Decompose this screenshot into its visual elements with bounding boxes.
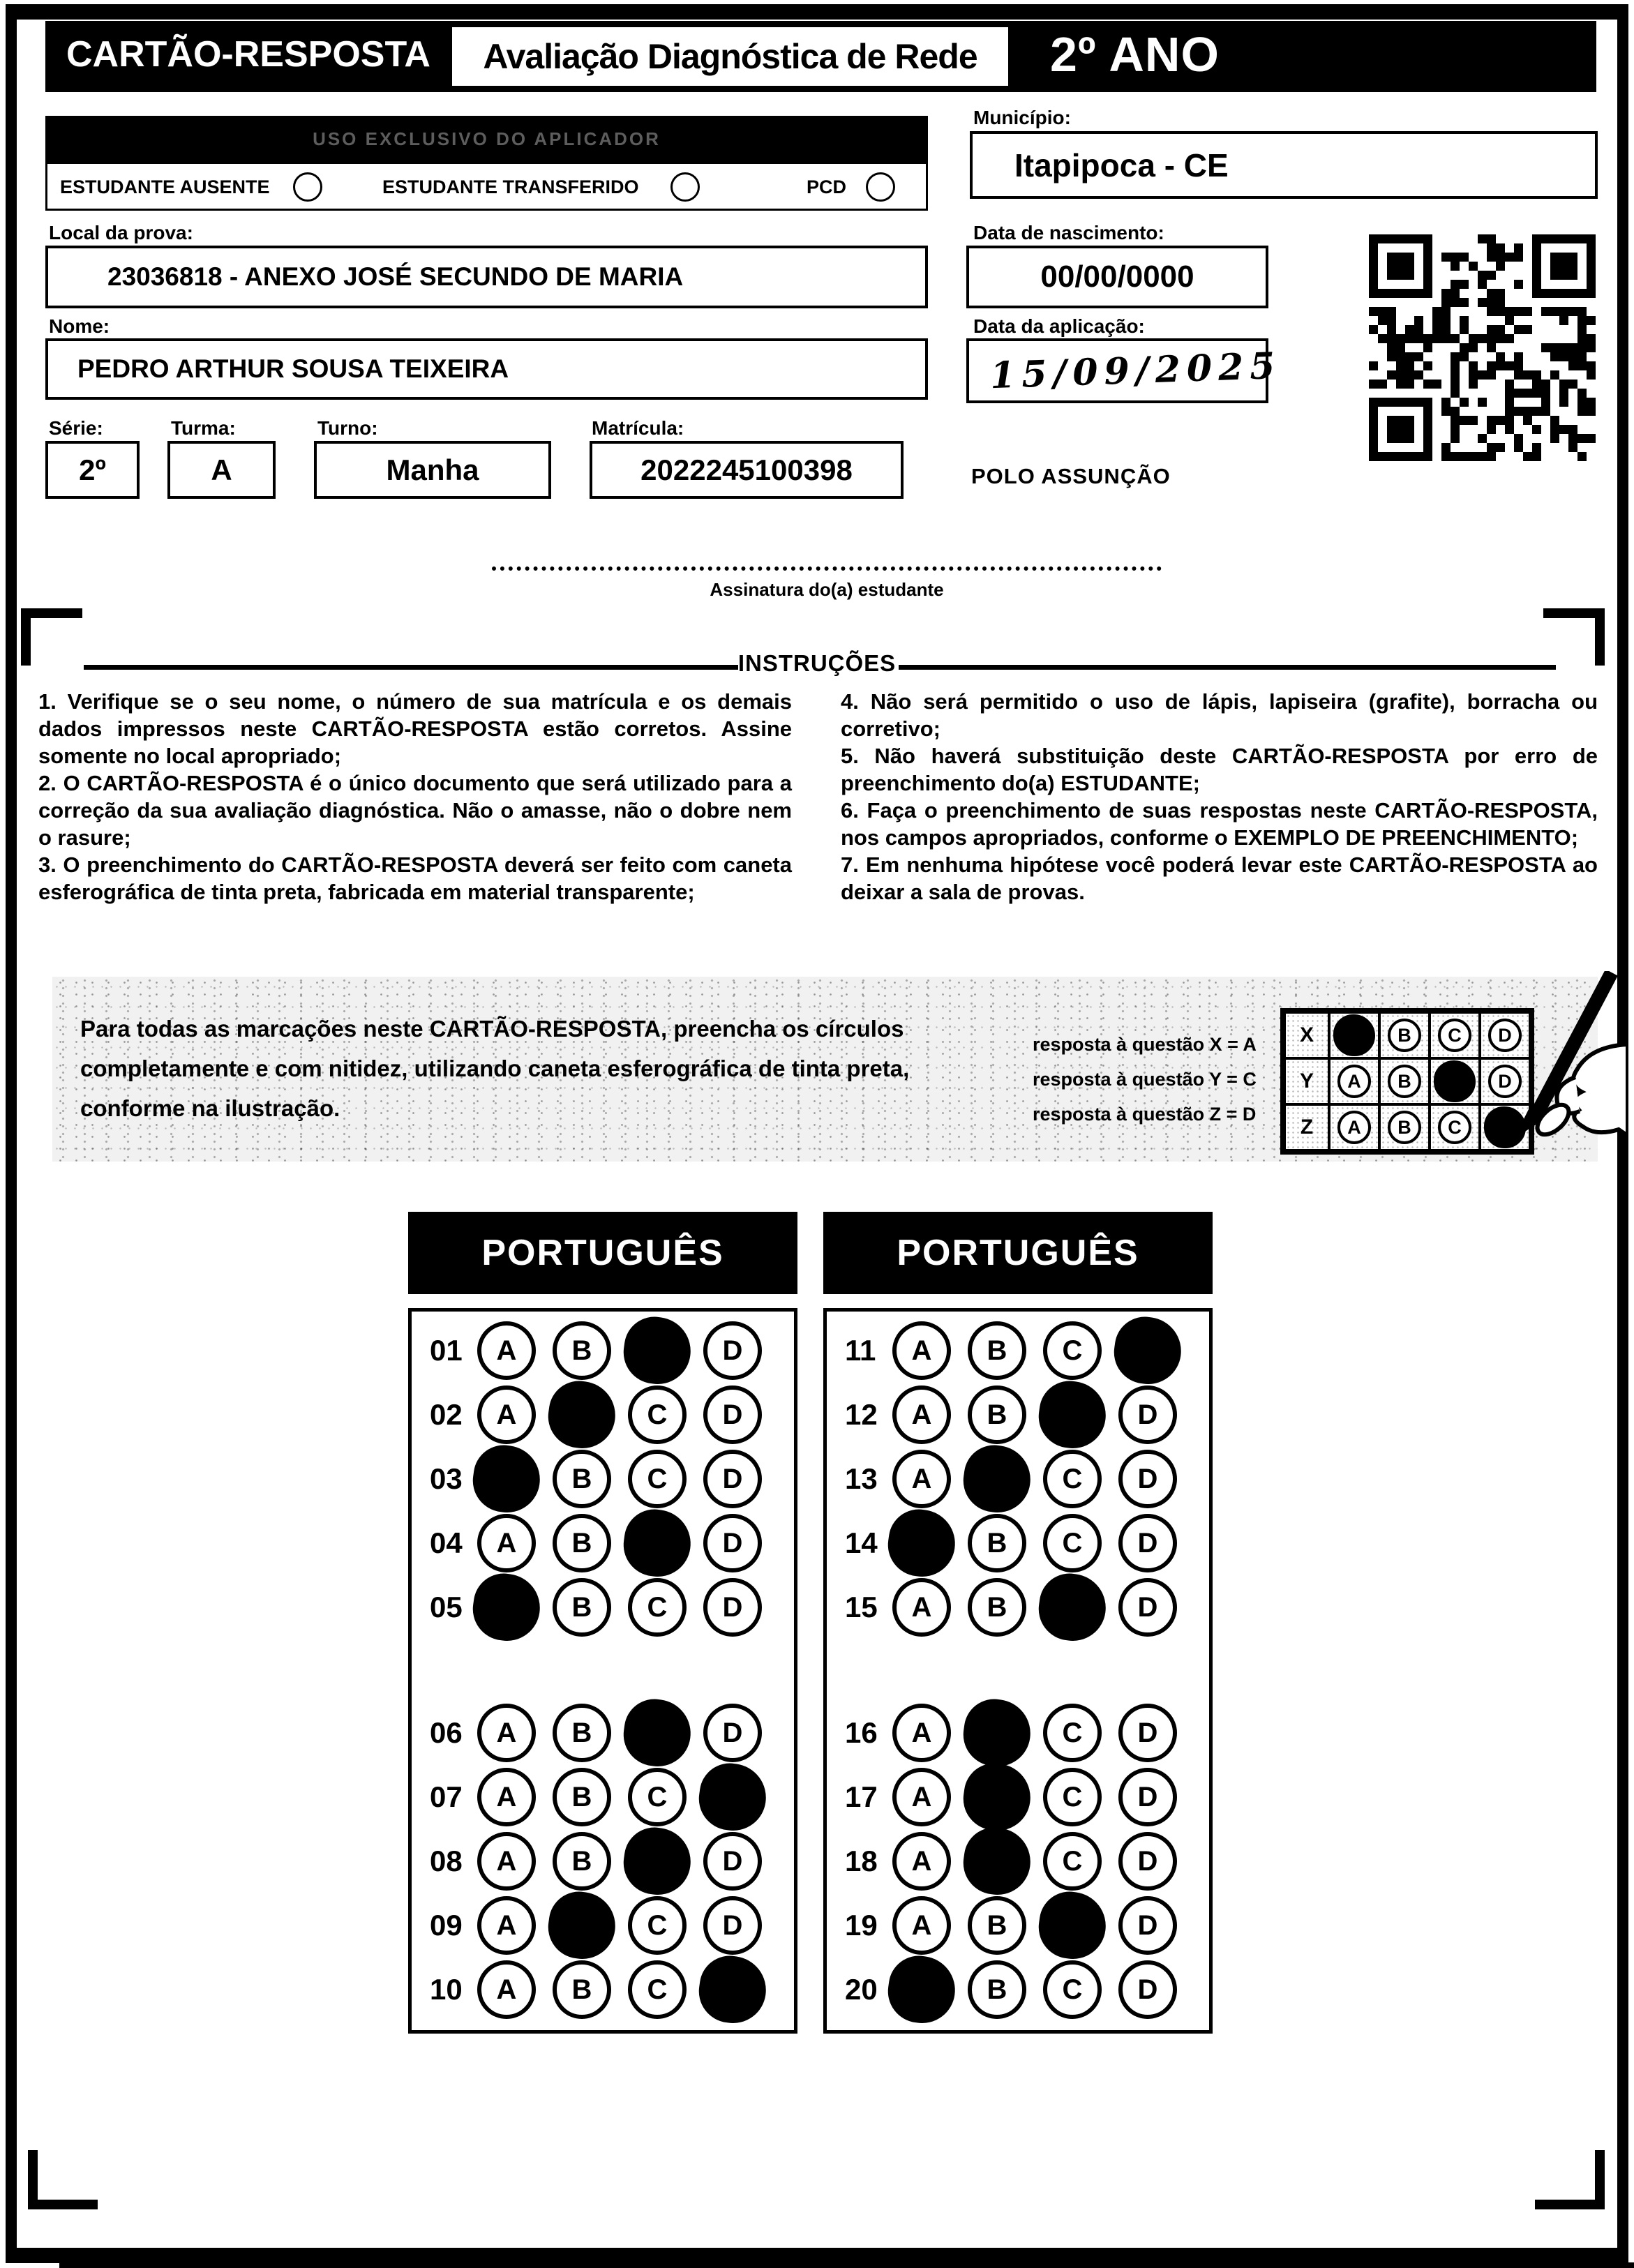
bubble-02-B-marked[interactable] [544, 1377, 620, 1452]
bubble-07-B[interactable]: B [553, 1768, 611, 1826]
bubble-19-C-marked[interactable] [1035, 1888, 1110, 1963]
answer-group-gap [412, 1639, 794, 1701]
answer-row-14 [827, 1511, 1209, 1575]
status-label-ausente: ESTUDANTE AUSENTE [60, 177, 270, 197]
aplicacao-label: Data da aplicação: [973, 315, 1145, 337]
example-bubble-Z-C: C [1438, 1111, 1471, 1144]
bubble-17-C[interactable]: C [1043, 1768, 1102, 1826]
bubble-12-A[interactable]: A [892, 1385, 951, 1444]
turma-value: A [211, 453, 232, 486]
bubble-04-B[interactable]: B [553, 1514, 611, 1572]
assessment-title-box [450, 25, 1010, 88]
matricula-value-box [590, 441, 904, 499]
instruction-item: 6. Faça o preenchimento de suas respostas neste CARTÃO-RESPOSTA, nos campos apropriados, conforme o EXEMPLO DE PREENCHIMENTO; [841, 798, 1598, 850]
bubble-09-A[interactable]: A [477, 1896, 536, 1955]
example-row-label: Z [1284, 1104, 1329, 1150]
bubble-05-C[interactable]: C [628, 1578, 687, 1637]
bubble-15-C-marked[interactable] [1035, 1570, 1110, 1645]
bubble-01-D[interactable]: D [703, 1321, 762, 1380]
municipio-value: Itapipoca - CE [1014, 147, 1229, 183]
bubble-04-D[interactable]: D [703, 1514, 762, 1572]
bubble-20-D[interactable]: D [1118, 1960, 1177, 2019]
answer-row-15 [827, 1575, 1209, 1639]
municipio-label: Município: [973, 107, 1071, 128]
bubble-06-A[interactable]: A [477, 1704, 536, 1762]
answer-row-08 [412, 1829, 794, 1893]
question-number: 14 [845, 1526, 878, 1559]
fill-example-captions [1033, 1027, 1257, 1132]
example-bubble-Z-A: A [1337, 1111, 1371, 1144]
instruction-item: 3. O preenchimento do CARTÃO-RESPOSTA deverá ser feito com caneta esferográfica de tinta preta, fabricada em material transparente; [38, 853, 792, 904]
bubble-08-D[interactable]: D [703, 1832, 762, 1891]
question-number: 05 [430, 1591, 463, 1623]
instructions-column-left [38, 688, 792, 906]
bubble-14-B[interactable]: B [968, 1514, 1026, 1572]
bubble-20-B[interactable]: B [968, 1960, 1026, 2019]
bubble-06-D[interactable]: D [703, 1704, 762, 1762]
example-bubble-X-A-marked [1333, 1014, 1375, 1056]
bubble-01-C-marked[interactable] [620, 1313, 695, 1388]
page-border-top [6, 4, 1628, 20]
bubble-16-C[interactable]: C [1043, 1704, 1102, 1762]
bubble-08-A[interactable]: A [477, 1832, 536, 1891]
bubble-16-B-marked[interactable] [959, 1695, 1035, 1771]
matricula-label: Matrícula: [592, 417, 684, 439]
answer-row-13 [827, 1447, 1209, 1511]
answer-row-06 [412, 1701, 794, 1765]
answer-row-01 [412, 1319, 794, 1383]
bubble-15-D[interactable]: D [1118, 1578, 1177, 1637]
bubble-03-B[interactable]: B [553, 1450, 611, 1508]
answer-row-20 [827, 1958, 1209, 2022]
bubble-20-A-marked[interactable] [884, 1952, 959, 2027]
answer-row-11 [827, 1319, 1209, 1383]
instructions-column-right [841, 688, 1598, 906]
bubble-18-C[interactable]: C [1043, 1832, 1102, 1891]
example-caption-z: resposta à questão Z = D [1033, 1104, 1257, 1125]
bubble-04-A[interactable]: A [477, 1514, 536, 1572]
grade-label: 2º ANO [1050, 27, 1220, 82]
instruction-item: 5. Não haverá substituição deste CARTÃO-RESPOSTA por erro de preenchimento do(a) ESTUDANTE; [841, 744, 1598, 795]
bubble-09-D[interactable]: D [703, 1896, 762, 1955]
card-title: CARTÃO-RESPOSTA [66, 34, 430, 75]
aplicacao-handwritten-value: 15/09/2025 [989, 344, 1282, 398]
question-number: 07 [430, 1780, 463, 1813]
instructions-rule-right [899, 665, 1556, 670]
bubble-08-B[interactable]: B [553, 1832, 611, 1891]
nascimento-value: 00/00/0000 [1040, 260, 1194, 294]
page-border-left [6, 4, 17, 2263]
bubble-04-C-marked[interactable] [620, 1505, 695, 1581]
question-number: 08 [430, 1845, 463, 1877]
turno-value: Manha [386, 453, 479, 486]
example-caption-x: resposta à questão X = A [1033, 1034, 1257, 1055]
question-number: 04 [430, 1526, 463, 1559]
serie-value-box [45, 441, 140, 499]
example-caption-y: resposta à questão Y = C [1033, 1069, 1257, 1090]
example-cell [1430, 1104, 1480, 1150]
status-circle-ausente[interactable] [293, 172, 322, 202]
bubble-13-B-marked[interactable] [959, 1441, 1035, 1517]
assessment-title: Avaliação Diagnóstica de Rede [483, 37, 977, 76]
serie-value: 2º [79, 453, 106, 486]
example-bubble-Z-B: B [1388, 1111, 1421, 1144]
turma-value-box [167, 441, 276, 499]
bubble-18-B-marked[interactable] [959, 1824, 1035, 1899]
nome-value: PEDRO ARTHUR SOUSA TEIXEIRA [77, 354, 509, 383]
subject-title: PORTUGUÊS [481, 1233, 724, 1273]
nascimento-label: Data de nascimento: [973, 222, 1164, 243]
bubble-17-D[interactable]: D [1118, 1768, 1177, 1826]
instruction-item: 1. Verifique se o seu nome, o número de sua matrícula e os demais dados impressos neste CARTÃO-RESPOSTA estão corretos. Assine somente no local apropriado; [38, 689, 792, 768]
bubble-11-D-marked[interactable] [1110, 1313, 1185, 1388]
bubble-13-D[interactable]: D [1118, 1450, 1177, 1508]
bubble-15-A[interactable]: A [892, 1578, 951, 1637]
page-border-bottom [6, 2248, 1628, 2263]
answer-row-02 [412, 1383, 794, 1447]
answer-row-04 [412, 1511, 794, 1575]
signature-caption: Assinatura do(a) estudante [710, 579, 944, 600]
subject-header-portugues-1 [408, 1212, 797, 1294]
bubble-14-D[interactable]: D [1118, 1514, 1177, 1572]
bubble-07-D-marked[interactable] [695, 1759, 770, 1835]
bubble-09-B-marked[interactable] [544, 1888, 620, 1963]
answer-row-16 [827, 1701, 1209, 1765]
example-bubble-X-D: D [1488, 1019, 1522, 1052]
bubble-18-D[interactable]: D [1118, 1832, 1177, 1891]
bubble-20-C[interactable]: C [1043, 1960, 1102, 2019]
applicator-bar [45, 116, 928, 162]
nome-value-box [45, 338, 928, 400]
bubble-02-C[interactable]: C [628, 1385, 687, 1444]
example-row-label: X [1284, 1012, 1329, 1058]
local-prova-value: 23036818 - ANEXO JOSÉ SECUNDO DE MARIA [107, 262, 684, 291]
question-number: 15 [845, 1591, 878, 1623]
registration-mark-bottom-right [1535, 2150, 1605, 2209]
bubble-11-C[interactable]: C [1043, 1321, 1102, 1380]
bubble-11-A[interactable]: A [892, 1321, 951, 1380]
instructions-title: INSTRUÇÕES [737, 650, 897, 676]
nome-label: Nome: [49, 315, 110, 337]
example-cell [1430, 1058, 1480, 1104]
bubble-12-B[interactable]: B [968, 1385, 1026, 1444]
student-status-box [45, 162, 928, 211]
bubble-17-A[interactable]: A [892, 1768, 951, 1826]
local-prova-label: Local da prova: [49, 222, 193, 243]
local-prova-value-box [45, 246, 928, 308]
bubble-01-A[interactable]: A [477, 1321, 536, 1380]
bubble-13-C[interactable]: C [1043, 1450, 1102, 1508]
municipio-value-box [970, 131, 1598, 199]
answer-row-09 [412, 1893, 794, 1958]
subject-header-portugues-2 [823, 1212, 1213, 1294]
question-number: 18 [845, 1845, 878, 1877]
fill-example-note: Para todas as marcações neste CARTÃO-RESPOSTA, preencha os círculos completamente e com nitidez, utilizando caneta esferográfica de tinta preta, conforme na ilustração. [80, 1016, 910, 1121]
bubble-19-D[interactable]: D [1118, 1896, 1177, 1955]
subject-title: PORTUGUÊS [897, 1233, 1139, 1273]
qr-code [1369, 234, 1596, 461]
answer-grid-questions-11-20 [823, 1308, 1213, 2034]
scan-edge-strip [59, 2262, 1634, 2268]
example-cell [1379, 1104, 1430, 1150]
status-circle-pcd[interactable] [866, 172, 895, 202]
example-bubble-X-C: C [1438, 1019, 1471, 1052]
answer-row-18 [827, 1829, 1209, 1893]
question-number: 03 [430, 1462, 463, 1495]
bubble-16-A[interactable]: A [892, 1704, 951, 1762]
answer-row-07 [412, 1765, 794, 1829]
instruction-item: 4. Não será permitido o uso de lápis, lapiseira (grafite), borracha ou corretivo; [841, 689, 1598, 741]
bubble-12-D[interactable]: D [1118, 1385, 1177, 1444]
bubble-02-D[interactable]: D [703, 1385, 762, 1444]
instruction-item: 7. Em nenhuma hipótese você poderá levar este CARTÃO-RESPOSTA ao deixar a sala de provas. [841, 853, 1598, 904]
applicator-bar-label: USO EXCLUSIVO DO APLICADOR [313, 128, 661, 149]
turno-value-box [314, 441, 551, 499]
answer-grid-questions-01-10 [408, 1308, 797, 2034]
bubble-01-B[interactable]: B [553, 1321, 611, 1380]
question-number: 13 [845, 1462, 878, 1495]
hand-pen-illustration [1485, 971, 1628, 1173]
aplicacao-value-box[interactable] [966, 338, 1282, 403]
bubble-07-A[interactable]: A [477, 1768, 536, 1826]
answer-row-05 [412, 1575, 794, 1639]
bubble-10-D-marked[interactable] [695, 1952, 770, 2027]
status-label-pcd: PCD [807, 177, 847, 197]
answer-row-17 [827, 1765, 1209, 1829]
example-bubble-Y-A: A [1337, 1065, 1371, 1098]
instructions-rule-left [84, 665, 738, 670]
bubble-14-A-marked[interactable] [884, 1505, 959, 1581]
example-bubble-Y-C-marked [1434, 1060, 1476, 1102]
bubble-05-D[interactable]: D [703, 1578, 762, 1637]
bubble-10-A[interactable]: A [477, 1960, 536, 2019]
example-cell [1430, 1012, 1480, 1058]
bubble-08-C-marked[interactable] [620, 1824, 695, 1899]
question-number: 06 [430, 1716, 463, 1749]
example-row-label: Y [1284, 1058, 1329, 1104]
bubble-03-C[interactable]: C [628, 1450, 687, 1508]
bubble-13-A[interactable]: A [892, 1450, 951, 1508]
example-cell [1329, 1012, 1379, 1058]
bubble-19-B[interactable]: B [968, 1896, 1026, 1955]
matricula-value: 2022245100398 [640, 453, 853, 486]
registration-mark-bottom-left [28, 2150, 98, 2209]
status-label-transferido: ESTUDANTE TRANSFERIDO [382, 177, 639, 197]
question-number: 09 [430, 1909, 463, 1942]
question-number: 01 [430, 1334, 463, 1367]
bubble-02-A[interactable]: A [477, 1385, 536, 1444]
bubble-06-B[interactable]: B [553, 1704, 611, 1762]
question-number: 17 [845, 1780, 878, 1813]
status-circle-transferido[interactable] [670, 172, 700, 202]
question-number: 20 [845, 1973, 878, 2006]
bubble-05-B[interactable]: B [553, 1578, 611, 1637]
bubble-03-D[interactable]: D [703, 1450, 762, 1508]
nascimento-value-box [966, 246, 1268, 308]
bubble-07-C[interactable]: C [628, 1768, 687, 1826]
bubble-15-B[interactable]: B [968, 1578, 1026, 1637]
turma-label: Turma: [171, 417, 236, 439]
answer-row-12 [827, 1383, 1209, 1447]
example-bubble-Y-D: D [1488, 1065, 1522, 1098]
question-number: 10 [430, 1973, 463, 2006]
answer-row-10 [412, 1958, 794, 2022]
example-cell [1379, 1012, 1430, 1058]
signature-line[interactable] [492, 566, 1162, 571]
bubble-16-D[interactable]: D [1118, 1704, 1177, 1762]
question-number: 16 [845, 1716, 878, 1749]
question-number: 11 [845, 1334, 876, 1367]
bubble-14-C[interactable]: C [1043, 1514, 1102, 1572]
bubble-05-A-marked[interactable] [469, 1570, 544, 1645]
bubble-17-B-marked[interactable] [959, 1759, 1035, 1835]
question-number: 19 [845, 1909, 878, 1942]
question-number: 02 [430, 1398, 463, 1431]
bubble-06-C-marked[interactable] [620, 1695, 695, 1771]
bubble-18-A[interactable]: A [892, 1832, 951, 1891]
example-cell [1379, 1058, 1430, 1104]
bubble-11-B[interactable]: B [968, 1321, 1026, 1380]
bubble-03-A-marked[interactable] [469, 1441, 544, 1517]
bubble-19-A[interactable]: A [892, 1896, 951, 1955]
answer-group-gap [827, 1639, 1209, 1701]
bubble-12-C-marked[interactable] [1035, 1377, 1110, 1452]
answer-row-03 [412, 1447, 794, 1511]
polo-label: POLO ASSUNÇÃO [971, 464, 1171, 488]
example-bubble-Y-B: B [1388, 1065, 1421, 1098]
instruction-item: 2. O CARTÃO-RESPOSTA é o único documento que será utilizado para a correção da sua avaliação diagnóstica. Não o amasse, não o dobre nem o rasure; [38, 771, 792, 850]
example-cell [1329, 1104, 1379, 1150]
bubble-10-C[interactable]: C [628, 1960, 687, 2019]
question-number: 12 [845, 1398, 878, 1431]
turno-label: Turno: [317, 417, 378, 439]
bubble-10-B[interactable]: B [553, 1960, 611, 2019]
example-bubble-X-B: B [1388, 1019, 1421, 1052]
bubble-09-C[interactable]: C [628, 1896, 687, 1955]
answer-row-19 [827, 1893, 1209, 1958]
example-cell [1329, 1058, 1379, 1104]
serie-label: Série: [49, 417, 103, 439]
